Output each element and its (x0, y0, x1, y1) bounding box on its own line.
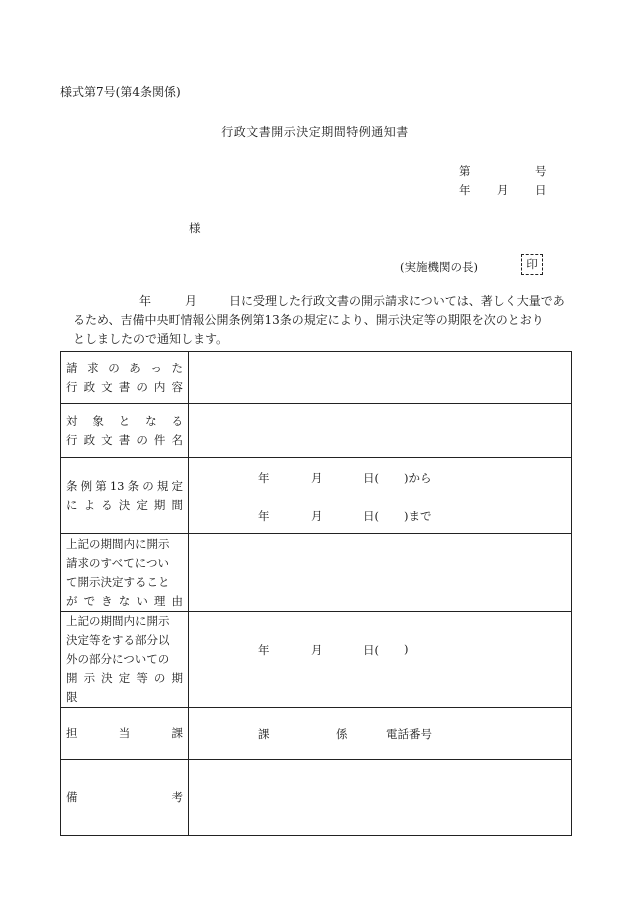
to-day-label: 日( (363, 509, 379, 523)
decision-period-label-2: に よ る 決 定 期 間 (66, 497, 183, 512)
body-month-label: 月 (185, 294, 198, 308)
table-row (61, 760, 572, 836)
remarks-label: 備 考 (66, 790, 183, 804)
body-line1: 日に受理した行政文書の開示請求については、著しく大量であ (229, 294, 565, 308)
remaining-deadline-field[interactable] (189, 612, 572, 708)
from-suffix: )から (404, 471, 432, 485)
seal-stamp: 印 (521, 254, 543, 275)
doc-number-prefix: 第 (459, 164, 471, 178)
decision-period-field[interactable] (189, 458, 572, 534)
body-line3: としましたので通知します。 (73, 332, 229, 346)
reason-label-3: て開示決定すること (66, 574, 170, 589)
remaining-deadline-label-1: 上記の期間内に開示 (66, 614, 170, 628)
remarks-field[interactable] (189, 760, 572, 836)
notice-body (60, 292, 580, 349)
from-day-label: 日( (363, 471, 379, 485)
section-label: 課 (258, 727, 270, 741)
to-suffix: )まで (404, 509, 432, 523)
from-year-label: 年 (258, 471, 270, 485)
reason-label-4: が で き な い 理 由 (66, 593, 183, 608)
date-year-label: 年 (459, 183, 471, 197)
form-number: 様式第7号(第4条関係) (60, 85, 181, 99)
page-title: 行政文書開示決定期間特例通知書 (221, 125, 409, 139)
target-doc-title-label-1: 対 象 と な る (66, 413, 183, 428)
table-row (61, 404, 572, 458)
decision-period-label-1: 条例第13条の規定 (66, 478, 183, 493)
deadline-suffix: ) (404, 642, 409, 656)
to-year-label: 年 (258, 509, 270, 523)
reason-label-2: 請求のすべてについ (66, 555, 170, 570)
department-label: 担 当 課 (66, 726, 183, 740)
issuer-label: (実施機関の長) (400, 260, 478, 274)
remaining-deadline-label-2: 決定等をする部分以 (66, 633, 170, 647)
requested-doc-content-label-2: 行 政 文 書 の 内 容 (66, 379, 183, 394)
subsection-label: 係 (336, 727, 348, 741)
table-row (61, 534, 572, 612)
date-day-label: 日 (535, 183, 547, 197)
phone-label: 電話番号 (386, 727, 432, 741)
to-month-label: 月 (311, 509, 323, 523)
remaining-deadline-label-3: 外の部分についての (66, 652, 170, 666)
reason-field[interactable] (189, 534, 572, 612)
deadline-month-label: 月 (311, 643, 323, 657)
body-line2: るため、吉備中央町情報公開条例第13条の規定により、開示決定等の期限を次のとおり (73, 313, 544, 327)
remaining-deadline-label-4: 開 示 決 定 等 の 期 限 (66, 671, 183, 704)
target-doc-title-field[interactable] (189, 404, 572, 458)
table-row (61, 612, 572, 708)
table-row (61, 352, 572, 404)
table-row (61, 458, 572, 534)
notice-form-table (60, 351, 572, 836)
date-month-label: 月 (497, 183, 509, 197)
target-doc-title-label-2: 行 政 文 書 の 件 名 (66, 432, 183, 447)
reason-label-1: 上記の期間内に開示 (66, 536, 170, 551)
deadline-year-label: 年 (258, 643, 270, 657)
department-field[interactable] (189, 708, 572, 760)
doc-number-suffix: 号 (535, 164, 547, 178)
from-month-label: 月 (311, 471, 323, 485)
requested-doc-content-field[interactable] (189, 352, 572, 404)
requested-doc-content-label-1: 請 求 の あ っ た (66, 360, 183, 375)
deadline-day-label: 日( (363, 643, 379, 657)
addressee-suffix: 様 (189, 221, 201, 235)
body-year-label: 年 (139, 294, 152, 308)
table-row (61, 708, 572, 760)
